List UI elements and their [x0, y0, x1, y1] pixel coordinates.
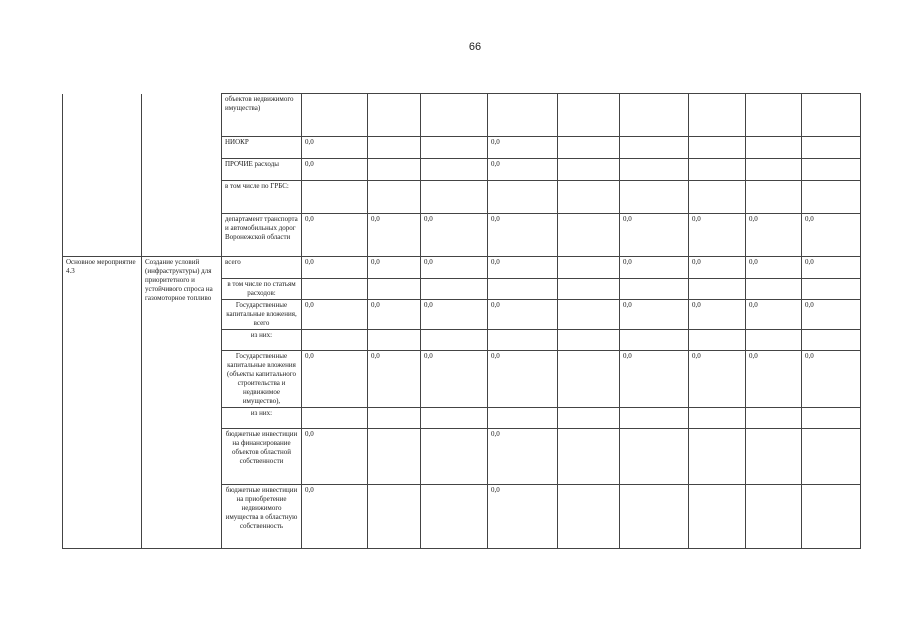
- value-cell: [368, 94, 421, 137]
- value-cell: [368, 181, 421, 214]
- value-cell: 0,0: [488, 214, 558, 257]
- value-cell: [746, 181, 802, 214]
- expense-item-cell: [222, 279, 302, 300]
- value-cell: [368, 137, 421, 159]
- value-cell: 0,0: [488, 300, 558, 330]
- expense-item-label: департамент транспорта и автомобильных дорог Воронежской области: [225, 215, 298, 241]
- value-cell: 0,0: [302, 300, 368, 330]
- value-cell: [558, 485, 620, 549]
- expense-item-label: бюджетные инвестиции на финансирование объектов областной собственности: [225, 430, 298, 465]
- expense-item-label: объектов недвижимого имущества): [225, 95, 294, 112]
- value-cell: [368, 279, 421, 300]
- value-cell: [558, 137, 620, 159]
- value-cell: [368, 408, 421, 429]
- expense-item-label: ПРОЧИЕ расходы: [225, 160, 279, 168]
- expense-item-cell: [222, 181, 302, 214]
- value-cell: [620, 181, 689, 214]
- value-cell: [302, 408, 368, 429]
- value-cell: 0,0: [488, 257, 558, 279]
- expense-item-label: Государственные капитальные вложения (объекты капитального строительства и недвижимое имущество),: [226, 352, 296, 405]
- expense-item-cell: [222, 137, 302, 159]
- value-cell: 0,0: [488, 159, 558, 181]
- expense-item-cell: [222, 485, 302, 549]
- event-code-cell: [63, 257, 142, 549]
- value-cell: [620, 94, 689, 137]
- value-cell: 0,0: [620, 351, 689, 408]
- value-cell: [746, 159, 802, 181]
- event-code: Основное мероприятие 4.3: [66, 258, 136, 275]
- value-cell: [802, 408, 861, 429]
- value-cell: [421, 429, 488, 485]
- value-cell: [689, 181, 746, 214]
- value-cell: 0,0: [746, 300, 802, 330]
- value-cell: 0,0: [689, 214, 746, 257]
- value-cell: [421, 159, 488, 181]
- value-cell: [746, 408, 802, 429]
- expense-item-cell: [222, 300, 302, 330]
- value-cell: [802, 94, 861, 137]
- value-cell: 0,0: [368, 351, 421, 408]
- value-cell: 0,0: [302, 137, 368, 159]
- value-cell: 0,0: [620, 257, 689, 279]
- value-cell: [368, 429, 421, 485]
- expense-item-cell: [222, 351, 302, 408]
- value-cell: 0,0: [488, 429, 558, 485]
- value-cell: [488, 408, 558, 429]
- value-cell: 0,0: [421, 351, 488, 408]
- value-cell: [620, 429, 689, 485]
- value-cell: 0,0: [488, 137, 558, 159]
- value-cell: [302, 330, 368, 351]
- value-cell: [421, 485, 488, 549]
- value-cell: 0,0: [302, 257, 368, 279]
- expense-item-label: Государственные капитальные вложения, всего: [226, 301, 297, 327]
- value-cell: 0,0: [620, 300, 689, 330]
- value-cell: 0,0: [802, 257, 861, 279]
- value-cell: [368, 330, 421, 351]
- value-cell: 0,0: [302, 429, 368, 485]
- expense-item-label: из них:: [250, 409, 273, 417]
- expense-item-cell: [222, 159, 302, 181]
- value-cell: 0,0: [802, 214, 861, 257]
- expense-item-cell: [222, 214, 302, 257]
- value-cell: [689, 429, 746, 485]
- value-cell: [421, 94, 488, 137]
- expense-item-label: бюджетные инвестиции на приобретение недвижимого имущества в областную собственность: [225, 486, 298, 530]
- value-cell: [620, 137, 689, 159]
- value-cell: [558, 408, 620, 429]
- value-cell: [421, 137, 488, 159]
- value-cell: [689, 94, 746, 137]
- value-cell: [746, 137, 802, 159]
- value-cell: [558, 257, 620, 279]
- page-number: 66: [468, 41, 482, 53]
- value-cell: [746, 330, 802, 351]
- value-cell: 0,0: [802, 351, 861, 408]
- value-cell: [689, 279, 746, 300]
- value-cell: [689, 137, 746, 159]
- value-cell: [689, 330, 746, 351]
- value-cell: [689, 408, 746, 429]
- value-cell: [802, 137, 861, 159]
- value-cell: 0,0: [421, 257, 488, 279]
- expense-item-cell: [222, 94, 302, 137]
- value-cell: 0,0: [421, 214, 488, 257]
- value-cell: [421, 330, 488, 351]
- table-row: [63, 94, 861, 137]
- value-cell: [488, 279, 558, 300]
- value-cell: 0,0: [689, 257, 746, 279]
- budget-table: [62, 93, 861, 549]
- value-cell: [302, 181, 368, 214]
- value-cell: [746, 429, 802, 485]
- value-cell: [368, 485, 421, 549]
- expense-item-cell: [222, 330, 302, 351]
- value-cell: [558, 181, 620, 214]
- value-cell: [802, 330, 861, 351]
- value-cell: [488, 94, 558, 137]
- event-code-cell-prev: [63, 94, 142, 257]
- expense-item-label: НИОКР: [225, 138, 249, 146]
- value-cell: [689, 485, 746, 549]
- value-cell: [302, 94, 368, 137]
- value-cell: [620, 279, 689, 300]
- value-cell: [620, 330, 689, 351]
- value-cell: [802, 159, 861, 181]
- value-cell: [421, 408, 488, 429]
- value-cell: [689, 159, 746, 181]
- value-cell: [746, 485, 802, 549]
- value-cell: 0,0: [746, 351, 802, 408]
- value-cell: [558, 94, 620, 137]
- value-cell: 0,0: [689, 300, 746, 330]
- value-cell: [802, 279, 861, 300]
- value-cell: [746, 279, 802, 300]
- expense-item-label: из них:: [250, 331, 273, 339]
- expense-item-cell: [222, 257, 302, 279]
- value-cell: [802, 181, 861, 214]
- value-cell: [558, 351, 620, 408]
- expense-item-cell: [222, 408, 302, 429]
- value-cell: 0,0: [620, 214, 689, 257]
- expense-item-label: в том числе по статьям расходов:: [227, 280, 296, 297]
- value-cell: [421, 279, 488, 300]
- value-cell: 0,0: [488, 485, 558, 549]
- value-cell: [488, 181, 558, 214]
- table-row: [63, 257, 861, 279]
- value-cell: [802, 429, 861, 485]
- value-cell: [421, 181, 488, 214]
- value-cell: 0,0: [302, 214, 368, 257]
- event-name-cell: [142, 257, 222, 549]
- value-cell: [746, 94, 802, 137]
- value-cell: 0,0: [302, 351, 368, 408]
- value-cell: [558, 159, 620, 181]
- value-cell: [802, 485, 861, 549]
- value-cell: 0,0: [368, 300, 421, 330]
- value-cell: 0,0: [421, 300, 488, 330]
- value-cell: 0,0: [302, 159, 368, 181]
- value-cell: [558, 300, 620, 330]
- expense-item-label: в том числе по ГРБС:: [225, 182, 289, 190]
- value-cell: 0,0: [488, 351, 558, 408]
- value-cell: [620, 159, 689, 181]
- value-cell: 0,0: [802, 300, 861, 330]
- value-cell: 0,0: [746, 214, 802, 257]
- value-cell: 0,0: [746, 257, 802, 279]
- value-cell: [620, 485, 689, 549]
- expense-item-label: всего: [225, 258, 241, 266]
- event-name: Создание условий (инфраструктуры) для приоритетного и устойчивого спроса на газомоторное топливо: [145, 258, 213, 302]
- expense-item-cell: [222, 429, 302, 485]
- value-cell: [558, 429, 620, 485]
- value-cell: [558, 330, 620, 351]
- value-cell: [558, 214, 620, 257]
- value-cell: [620, 408, 689, 429]
- value-cell: 0,0: [368, 214, 421, 257]
- value-cell: [302, 279, 368, 300]
- value-cell: 0,0: [689, 351, 746, 408]
- event-name-cell-prev: [142, 94, 222, 257]
- value-cell: 0,0: [302, 485, 368, 549]
- value-cell: [488, 330, 558, 351]
- value-cell: 0,0: [368, 257, 421, 279]
- value-cell: [558, 279, 620, 300]
- value-cell: [368, 159, 421, 181]
